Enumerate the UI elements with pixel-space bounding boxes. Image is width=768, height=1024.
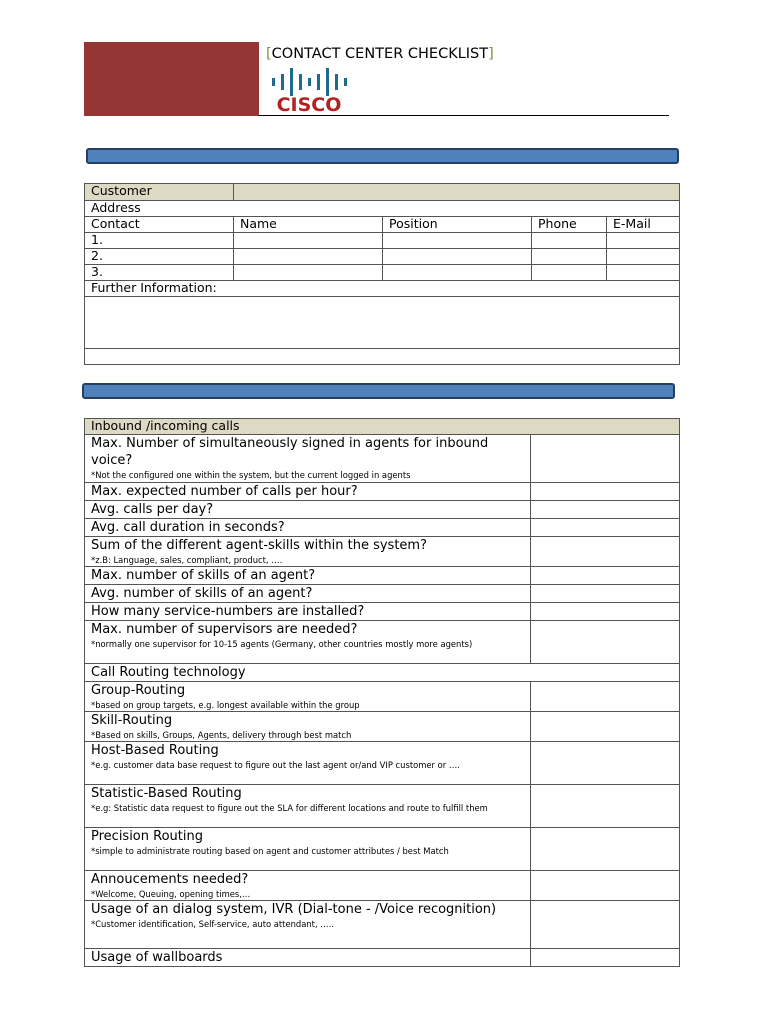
question-note: *simple to administrate routing based on agent and customer attributes / best Match bbox=[91, 846, 449, 856]
answer-field[interactable] bbox=[531, 621, 680, 664]
answer-field[interactable] bbox=[531, 949, 680, 967]
question-text: Host-Based Routing bbox=[91, 743, 219, 758]
contact-position-field[interactable] bbox=[383, 233, 532, 249]
answer-field[interactable] bbox=[531, 712, 680, 742]
answer-field[interactable] bbox=[531, 435, 680, 483]
contact-name-field[interactable] bbox=[234, 233, 383, 249]
question-text: Skill-Routing bbox=[91, 713, 173, 728]
question-text: Max. number of supervisors are needed? bbox=[91, 622, 358, 637]
question-text: Avg. call duration in seconds? bbox=[91, 520, 285, 535]
contact-label: Contact bbox=[85, 217, 234, 233]
section-bar-customer bbox=[86, 148, 679, 164]
customer-table bbox=[84, 183, 680, 365]
question-note: *z.B: Language, sales, compliant, product, …. bbox=[91, 555, 283, 565]
blank-row bbox=[85, 349, 680, 365]
answer-field[interactable] bbox=[531, 501, 680, 519]
answer-field[interactable] bbox=[531, 585, 680, 603]
question-note: *Based on skills, Groups, Agents, delivery through best match bbox=[91, 730, 352, 740]
question-note: *based on group targets, e.g. longest available within the group bbox=[91, 700, 360, 710]
answer-field[interactable] bbox=[531, 785, 680, 828]
header-red-block bbox=[84, 42, 259, 116]
header-rule bbox=[259, 115, 669, 116]
inbound-section-header: Inbound /incoming calls bbox=[85, 419, 680, 435]
answer-field[interactable] bbox=[531, 483, 680, 501]
routing-section-header: Call Routing technology bbox=[91, 665, 246, 680]
question-text: Statistic-Based Routing bbox=[91, 786, 242, 801]
answer-field[interactable] bbox=[531, 537, 680, 567]
contact-position-field[interactable] bbox=[383, 249, 532, 265]
contact-row-number: 3. bbox=[85, 265, 234, 281]
question-text: Usage of wallboards bbox=[91, 950, 223, 965]
answer-field[interactable] bbox=[531, 828, 680, 871]
column-header-position: Position bbox=[383, 217, 532, 233]
question-text: Precision Routing bbox=[91, 829, 203, 844]
column-header-phone: Phone bbox=[532, 217, 607, 233]
answer-field[interactable] bbox=[531, 901, 680, 949]
title-bracket-close: ] bbox=[488, 46, 494, 62]
answer-field[interactable] bbox=[531, 603, 680, 621]
further-information-field[interactable] bbox=[85, 297, 680, 349]
checklist-table bbox=[84, 418, 680, 967]
column-header-name: Name bbox=[234, 217, 383, 233]
cisco-logo bbox=[268, 66, 358, 116]
customer-label: Customer bbox=[85, 184, 234, 201]
question-note: *Not the configured one within the system, but the current logged in agents bbox=[91, 470, 411, 480]
cisco-logo-text: CISCO bbox=[276, 94, 342, 116]
contact-row-number: 1. bbox=[85, 233, 234, 249]
customer-field[interactable] bbox=[234, 184, 680, 201]
contact-email-field[interactable] bbox=[607, 233, 680, 249]
contact-phone-field[interactable] bbox=[532, 265, 607, 281]
question-note: *e.g. customer data base request to figure out the last agent or/and VIP customer or …. bbox=[91, 760, 460, 770]
question-text: Avg. calls per day? bbox=[91, 502, 214, 517]
answer-field[interactable] bbox=[531, 871, 680, 901]
question-text: Sum of the different agent-skills within the system? bbox=[91, 538, 427, 553]
question-text: Group-Routing bbox=[91, 683, 186, 698]
further-information-label: Further Information: bbox=[85, 281, 680, 297]
contact-row-number: 2. bbox=[85, 249, 234, 265]
question-note: *normally one supervisor for 10-15 agents (Germany, other countries mostly more agents) bbox=[91, 639, 473, 649]
contact-name-field[interactable] bbox=[234, 265, 383, 281]
answer-field[interactable] bbox=[531, 567, 680, 585]
contact-email-field[interactable] bbox=[607, 265, 680, 281]
document-title bbox=[266, 46, 494, 62]
title-bracket-open: [ bbox=[266, 46, 272, 62]
contact-phone-field[interactable] bbox=[532, 233, 607, 249]
answer-field[interactable] bbox=[531, 519, 680, 537]
question-text: Max. number of skills of an agent? bbox=[91, 568, 316, 583]
question-note: *Welcome, Queuing, opening times,… bbox=[91, 889, 251, 899]
question-note: *e.g: Statistic data request to figure out the SLA for different locations and route to fulfill them bbox=[91, 803, 488, 813]
column-header-email: E-Mail bbox=[607, 217, 680, 233]
question-note: *Customer identification, Self-service, auto attendant, ….. bbox=[91, 919, 334, 929]
contact-phone-field[interactable] bbox=[532, 249, 607, 265]
question-text: Annoucements needed? bbox=[91, 872, 249, 887]
question-text: How many service-numbers are installed? bbox=[91, 604, 365, 619]
answer-field[interactable] bbox=[531, 742, 680, 785]
contact-position-field[interactable] bbox=[383, 265, 532, 281]
address-label: Address bbox=[85, 201, 680, 217]
title-text: CONTACT CENTER CHECKLIST bbox=[271, 46, 489, 62]
question-text: Avg. number of skills of an agent? bbox=[91, 586, 313, 601]
question-text: Max. Number of simultaneously signed in agents for inbound voice? bbox=[91, 436, 489, 468]
contact-email-field[interactable] bbox=[607, 249, 680, 265]
question-text: Max. expected number of calls per hour? bbox=[91, 484, 358, 499]
question-text: Usage of an dialog system, IVR (Dial-tone - /Voice recognition) bbox=[91, 902, 497, 917]
contact-name-field[interactable] bbox=[234, 249, 383, 265]
section-bar-inbound bbox=[82, 383, 675, 399]
answer-field[interactable] bbox=[531, 682, 680, 712]
